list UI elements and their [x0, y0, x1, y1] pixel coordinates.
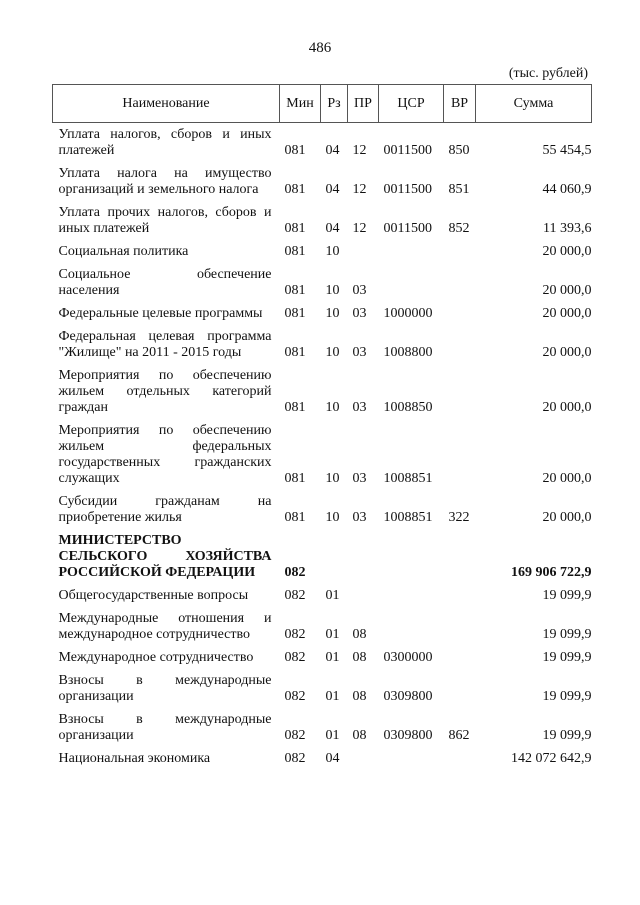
cell-csr: 0011500	[383, 221, 432, 236]
table-row	[53, 669, 592, 708]
table-row	[53, 747, 592, 770]
cell-pr: 03	[352, 306, 367, 321]
cell-rz: 01	[325, 650, 340, 665]
cell-csr: 0309800	[383, 689, 433, 704]
cell-min: 081	[284, 143, 306, 158]
cell-min: 081	[284, 306, 306, 321]
cell-rz: 04	[325, 182, 340, 197]
cell-vr: 851	[448, 182, 470, 197]
table-row	[53, 708, 592, 747]
cell-name: МИНИСТЕРСТВО СЕЛЬСКОГО ХОЗЯЙСТВА РОССИЙСКОЙ ФЕДЕРАЦИИ	[58, 533, 272, 580]
table-row	[53, 364, 592, 419]
cell-sum: 19 099,9	[542, 650, 592, 665]
table-row	[53, 325, 592, 364]
cell-vr: 850	[448, 143, 470, 158]
cell-pr: 12	[352, 221, 367, 236]
cell-sum: 20 000,0	[542, 244, 592, 259]
table-row	[53, 162, 592, 201]
budget-table	[52, 84, 592, 770]
cell-name: Общегосударственные вопросы	[58, 588, 249, 603]
cell-sum: 19 099,9	[542, 689, 592, 704]
cell-sum: 20 000,0	[542, 306, 592, 321]
cell-csr: 1008851	[383, 510, 433, 525]
cell-rz: 10	[325, 400, 340, 415]
cell-pr: 12	[352, 143, 367, 158]
cell-csr	[379, 240, 444, 263]
cell-csr	[379, 584, 444, 607]
cell-min: 082	[284, 627, 306, 642]
cell-vr	[444, 302, 476, 325]
header-name: Наименование	[53, 85, 280, 123]
cell-csr: 0300000	[383, 650, 433, 665]
table-row	[53, 240, 592, 263]
cell-csr: 0309800	[383, 728, 433, 743]
header-vr: ВР	[444, 85, 476, 123]
cell-pr: 03	[352, 345, 367, 360]
table-row	[53, 123, 592, 163]
table-row	[53, 302, 592, 325]
cell-min: 081	[284, 400, 306, 415]
table-row	[53, 490, 592, 529]
cell-name: Взносы в международные организации	[58, 673, 272, 704]
cell-min: 081	[284, 244, 306, 259]
cell-name: Социальная политика	[58, 244, 189, 259]
cell-sum: 55 454,5	[542, 143, 592, 158]
cell-name: Уплата прочих налогов, сборов и иных платежей	[58, 205, 272, 236]
cell-min: 081	[284, 345, 306, 360]
cell-csr	[379, 529, 444, 584]
table-row	[53, 419, 592, 490]
cell-vr	[444, 364, 476, 419]
table-row	[53, 263, 592, 302]
cell-name: Федеральная целевая программа "Жилище" на 2011 - 2015 годы	[58, 329, 272, 360]
cell-pr	[348, 747, 379, 770]
cell-pr: 12	[352, 182, 367, 197]
cell-vr	[444, 529, 476, 584]
header-csr: ЦСР	[379, 85, 444, 123]
cell-pr: 08	[352, 728, 367, 743]
cell-pr: 03	[352, 510, 367, 525]
cell-name: Уплата налогов, сборов и иных платежей	[58, 127, 272, 158]
cell-rz: 10	[325, 283, 340, 298]
cell-vr	[444, 669, 476, 708]
cell-sum: 20 000,0	[542, 345, 592, 360]
cell-vr	[444, 646, 476, 669]
cell-pr: 03	[352, 283, 367, 298]
cell-sum: 19 099,9	[542, 627, 592, 642]
cell-csr: 1008800	[383, 345, 433, 360]
cell-min: 082	[284, 588, 306, 603]
table-row	[53, 529, 592, 584]
cell-pr: 08	[352, 650, 367, 665]
cell-csr	[379, 747, 444, 770]
cell-vr	[444, 584, 476, 607]
units-label: (тыс. рублей)	[508, 66, 588, 81]
cell-min: 081	[284, 221, 306, 236]
header-sum: Сумма	[476, 85, 592, 123]
cell-rz: 01	[325, 689, 340, 704]
cell-name: Национальная экономика	[58, 751, 211, 766]
cell-pr: 08	[352, 689, 367, 704]
cell-sum: 19 099,9	[542, 588, 592, 603]
cell-csr: 0011500	[383, 143, 432, 158]
cell-min: 082	[284, 689, 306, 704]
cell-rz: 01	[325, 627, 340, 642]
cell-name: Международное сотрудничество	[58, 650, 254, 665]
cell-vr: 322	[448, 510, 470, 525]
cell-min: 082	[284, 650, 306, 665]
cell-min: 082	[284, 565, 306, 580]
cell-vr	[444, 607, 476, 646]
table-row	[53, 584, 592, 607]
header-min: Мин	[280, 85, 321, 123]
cell-csr: 1008851	[383, 471, 433, 486]
header-rz: Рз	[321, 85, 348, 123]
cell-pr: 03	[352, 400, 367, 415]
cell-rz: 04	[325, 751, 340, 766]
table-header-row	[53, 85, 592, 123]
cell-rz: 10	[325, 510, 340, 525]
cell-vr	[444, 263, 476, 302]
cell-vr	[444, 240, 476, 263]
cell-sum: 20 000,0	[542, 283, 592, 298]
cell-vr	[444, 747, 476, 770]
cell-min: 081	[284, 283, 306, 298]
cell-name: Взносы в международные организации	[58, 712, 272, 743]
page-number: 486	[308, 40, 332, 56]
cell-pr	[348, 529, 379, 584]
table-row	[53, 646, 592, 669]
cell-vr	[444, 325, 476, 364]
cell-csr	[379, 607, 444, 646]
cell-pr	[348, 240, 379, 263]
cell-rz: 01	[325, 728, 340, 743]
cell-csr: 0011500	[383, 182, 432, 197]
cell-rz: 10	[325, 306, 340, 321]
cell-min: 081	[284, 182, 306, 197]
cell-rz	[321, 529, 348, 584]
cell-rz: 01	[325, 588, 340, 603]
cell-name: Мероприятия по обеспечению жильем федеральных государственных гражданских служащих	[58, 423, 272, 486]
cell-csr: 1000000	[383, 306, 433, 321]
cell-vr: 852	[448, 221, 470, 236]
cell-name: Международные отношения и международное сотрудничество	[58, 611, 272, 642]
cell-rz: 10	[325, 471, 340, 486]
cell-csr: 1008850	[383, 400, 433, 415]
cell-vr	[444, 419, 476, 490]
cell-pr: 03	[352, 471, 367, 486]
cell-pr: 08	[352, 627, 367, 642]
cell-sum: 20 000,0	[542, 400, 592, 415]
cell-csr	[379, 263, 444, 302]
cell-sum: 142 072 642,9	[511, 751, 592, 766]
cell-min: 082	[284, 728, 306, 743]
cell-pr	[348, 584, 379, 607]
cell-name: Мероприятия по обеспечению жильем отдельных категорий граждан	[58, 368, 272, 415]
table-row	[53, 201, 592, 240]
cell-sum: 20 000,0	[542, 510, 592, 525]
cell-sum: 20 000,0	[542, 471, 592, 486]
cell-sum: 11 393,6	[543, 221, 592, 236]
cell-name: Субсидии гражданам на приобретение жилья	[58, 494, 272, 525]
cell-min: 081	[284, 510, 306, 525]
cell-min: 082	[284, 751, 306, 766]
cell-rz: 10	[325, 345, 340, 360]
table-row	[53, 607, 592, 646]
cell-sum: 44 060,9	[542, 182, 592, 197]
cell-min: 081	[284, 471, 306, 486]
cell-rz: 04	[325, 143, 340, 158]
cell-rz: 10	[325, 244, 340, 259]
cell-name: Социальное обеспечение населения	[58, 267, 272, 298]
cell-vr: 862	[448, 728, 470, 743]
cell-name: Федеральные целевые программы	[58, 306, 263, 321]
cell-rz: 04	[325, 221, 340, 236]
cell-sum: 19 099,9	[542, 728, 592, 743]
header-pr: ПР	[348, 85, 379, 123]
cell-sum: 169 906 722,9	[511, 565, 592, 580]
cell-name: Уплата налога на имущество организаций и земельного налога	[58, 166, 272, 197]
